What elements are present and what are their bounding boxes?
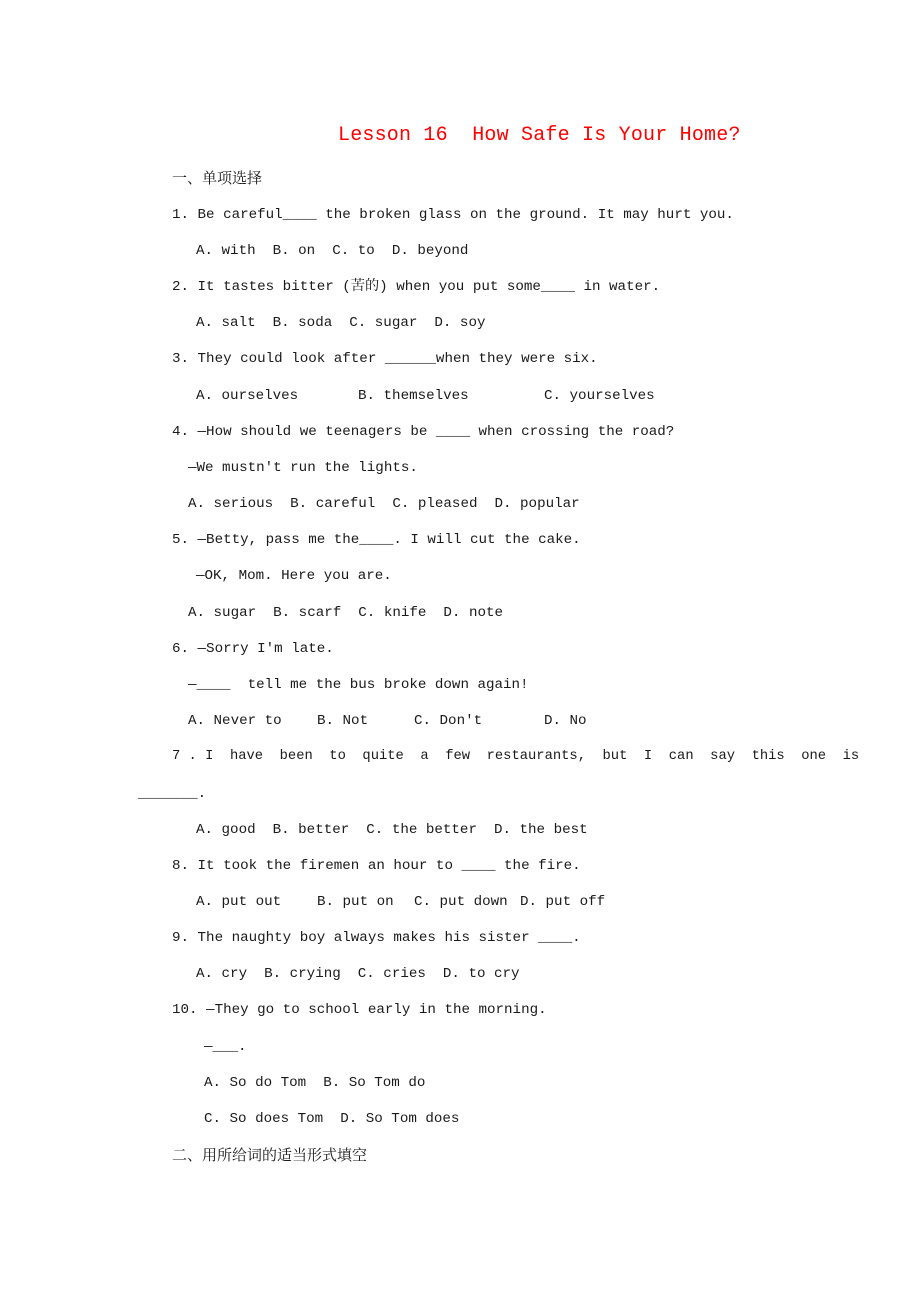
question-1-options: A. with B. on C. to D. beyond <box>196 243 469 259</box>
question-8-stem: 8. It took the firemen an hour to ____ the fire. <box>172 858 581 874</box>
question-10-options-line-2: C. So does Tom D. So Tom does <box>204 1111 460 1127</box>
question-8-option-b: B. put on <box>317 894 394 910</box>
question-6-option-d: D. No <box>544 713 587 729</box>
section-heading-fill-in-blanks: 二、用所给词的适当形式填空 <box>172 1146 368 1164</box>
question-3-option-a: A. ourselves <box>196 388 299 404</box>
section-heading-multiple-choice: 一、单项选择 <box>172 169 263 187</box>
question-5-options: A. sugar B. scarf C. knife D. note <box>188 605 504 621</box>
question-10-reply: —___. <box>204 1039 247 1055</box>
lesson-title: Lesson 16 How Safe Is Your Home? <box>338 124 741 147</box>
question-4-stem: 4. —How should we teenagers be ____ when crossing the road? <box>172 424 675 440</box>
question-2-options: A. salt B. soda C. sugar D. soy <box>196 315 486 331</box>
question-10-stem: 10. —They go to school early in the morning. <box>172 1002 547 1018</box>
question-6-option-b: B. Not <box>317 713 369 729</box>
question-5-stem: 5. —Betty, pass me the____. I will cut the cake. <box>172 532 581 548</box>
question-7-options: A. good B. better C. the better D. the best <box>196 822 588 838</box>
question-4-options: A. serious B. careful C. pleased D. popular <box>188 496 580 512</box>
question-8-option-c: C. put down <box>414 894 508 910</box>
question-3-option-b: B. themselves <box>358 388 469 404</box>
question-3-option-c: C. yourselves <box>544 388 655 404</box>
question-8-option-a: A. put out <box>196 894 282 910</box>
question-2-stem: 2. It tastes bitter (苦的) when you put some____ in water. <box>172 279 661 295</box>
question-7-continuation: _______. <box>138 786 207 802</box>
question-3-stem: 3. They could look after ______when they were six. <box>172 351 598 367</box>
question-6-reply: —____ tell me the bus broke down again! <box>188 677 529 693</box>
question-6-option-a: A. Never to <box>188 713 282 729</box>
question-9-stem: 9. The naughty boy always makes his sister ____. <box>172 930 581 946</box>
question-4-reply: —We mustn't run the lights. <box>188 460 418 476</box>
question-8-option-d: D. put off <box>520 894 606 910</box>
question-7-stem: 7 . I have been to quite a few restaurants, but I can say this one is <box>172 749 860 764</box>
question-9-options: A. cry B. crying C. cries D. to cry <box>196 966 520 982</box>
question-6-stem: 6. —Sorry I'm late. <box>172 641 334 657</box>
question-1-stem: 1. Be careful____ the broken glass on the ground. It may hurt you. <box>172 207 734 223</box>
question-10-options-line-1: A. So do Tom B. So Tom do <box>204 1075 426 1091</box>
question-5-reply: —OK, Mom. Here you are. <box>196 568 392 584</box>
question-6-option-c: C. Don't <box>414 713 483 729</box>
